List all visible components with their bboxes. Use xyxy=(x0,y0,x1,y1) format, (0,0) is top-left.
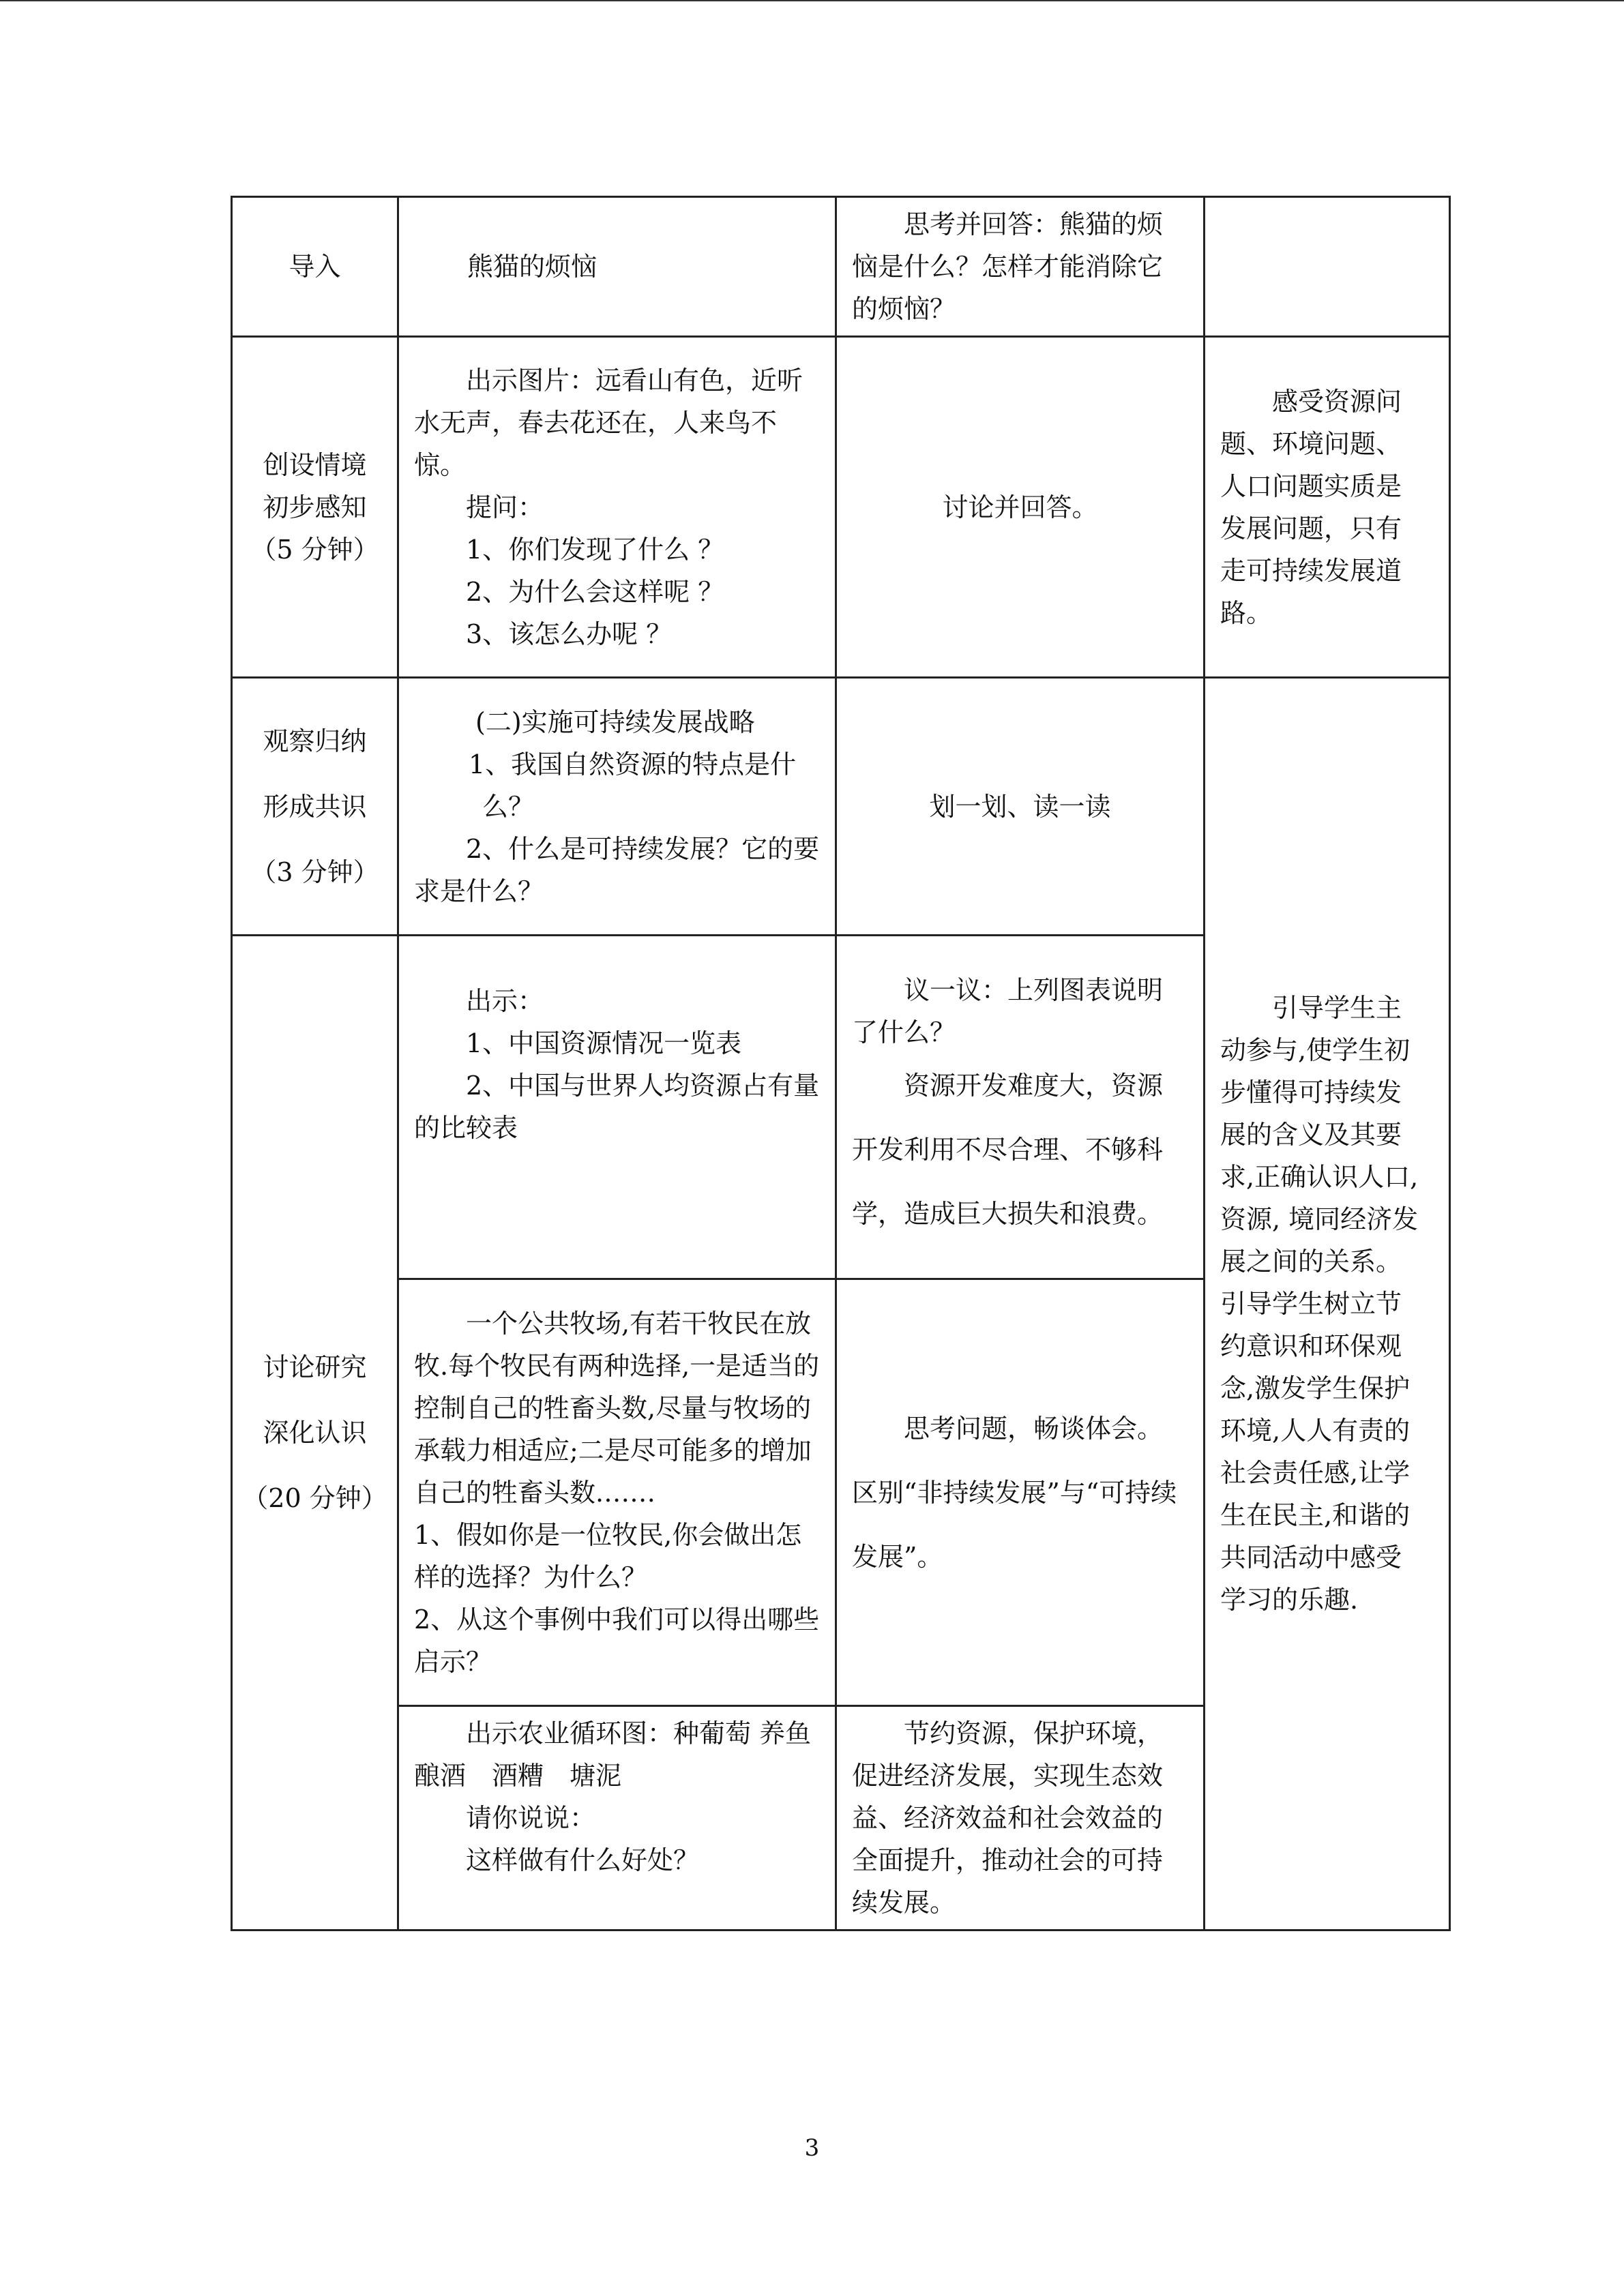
content-paragraph: 一个公共牧场,有若干牧民在放牧.每个牧民有两种选择,一是适当的控制自己的牲畜头数,尽量与牧场的承载力相适应;二是尽可能多的增加自己的牲畜头数.…… xyxy=(414,1308,820,1508)
content-paragraph: 请你说说： xyxy=(466,1803,596,1833)
stage-cell-intro xyxy=(232,197,398,337)
activity-text: 讨论并回答。 xyxy=(942,492,1098,522)
content-question: 1、我国自然资源的特点是什么？ xyxy=(469,749,797,822)
content-question: 1、你们发现了什么 ？ xyxy=(466,534,724,565)
goal-text: 感受资源问题、环境问题、人口问题实质是发展问题，只有走可持续发展道路。 xyxy=(1220,386,1402,628)
lesson-plan-table xyxy=(231,196,1451,1931)
content-question: 3、该怎么办呢 ？ xyxy=(466,618,673,649)
content-paragraph: 这样做有什么好处？ xyxy=(466,1845,700,1875)
activity-cell-intro xyxy=(836,197,1205,337)
content-cell-situation xyxy=(398,337,836,678)
row-intro xyxy=(232,197,1450,337)
row-observe xyxy=(232,678,1450,936)
stage-label-line: 讨论研究 xyxy=(263,1352,367,1382)
goal-cell-intro xyxy=(1205,197,1450,337)
stage-duration: （20 分钟） xyxy=(242,1483,387,1513)
goal-text: 引导学生主动参与,使学生初步懂得可持续发展的含义及其要求,正确认识人口,资源, 境同经济发展之间的关系。引导学生树立节约意识和环保观念,激发学生保护环境,人人有责的社会责任感,让学生在民主,和谐的共同活动中感受学习的乐趣. xyxy=(1220,993,1419,1615)
content-paragraph: 出示图片：远看山有色，近听水无声，春去花还在，人来鸟不惊。 xyxy=(414,365,803,480)
stage-label: 导入 xyxy=(289,252,341,282)
stage-label-line: 观察归纳 xyxy=(263,726,367,756)
content-text: 熊猫的烦恼 xyxy=(467,252,597,282)
goal-cell-discuss xyxy=(1205,678,1450,1930)
content-question: 2、为什么会这样呢 ？ xyxy=(466,576,724,607)
row-situation xyxy=(232,337,1450,678)
content-paragraph: 提问： xyxy=(466,492,544,522)
activity-text: 节约资源，保护环境，促进经济发展，实现生态效益、经济效益和社会效益的全面提升，推动社会的可持续发展。 xyxy=(852,1718,1164,1918)
activity-cell-observe xyxy=(836,678,1205,936)
stage-duration: （5 分钟） xyxy=(250,534,379,565)
activity-cell-discuss-1 xyxy=(836,936,1205,1279)
stage-cell-observe xyxy=(232,678,398,936)
activity-text: 思考并回答：熊猫的烦恼是什么？怎样才能消除它的烦恼？ xyxy=(852,209,1164,324)
content-question: 1、假如你是一位牧民,你会做出怎样的选择？为什么？ xyxy=(414,1519,802,1592)
activity-text: 议一议：上列图表说明了什么？ xyxy=(852,974,1164,1047)
content-cell-intro xyxy=(398,197,836,337)
content-heading: (二)实施可持续发展战略 xyxy=(475,706,755,737)
activity-text: 划一划、读一读 xyxy=(929,791,1111,822)
stage-duration: （3 分钟） xyxy=(250,856,379,887)
content-paragraph: 出示农业循环图：种葡萄 养鱼 酿酒 酒糟 塘泥 xyxy=(414,1718,838,1791)
stage-label-line: 形成共识 xyxy=(263,791,367,822)
page-top-border xyxy=(0,0,1624,1)
stage-cell-discuss xyxy=(232,936,398,1930)
activity-cell-situation xyxy=(836,337,1205,678)
content-item: 2、中国与世界人均资源占有量的比较表 xyxy=(414,1071,820,1143)
stage-label-line: 创设情境 xyxy=(263,449,367,480)
stage-label-line: 初步感知 xyxy=(263,492,367,522)
content-cell-observe xyxy=(398,678,836,936)
content-cell-discuss-2 xyxy=(398,1279,836,1706)
content-question: 2、什么是可持续发展？它的要求是什么？ xyxy=(414,833,820,906)
activity-cell-discuss-3 xyxy=(836,1706,1205,1930)
content-paragraph: 出示： xyxy=(466,986,544,1016)
stage-cell-situation xyxy=(232,337,398,678)
content-question: 2、从这个事例中我们可以得出哪些启示？ xyxy=(414,1604,820,1677)
page-number: 3 xyxy=(804,2134,820,2162)
stage-label-line: 深化认识 xyxy=(263,1418,367,1448)
goal-cell-situation xyxy=(1205,337,1450,678)
content-cell-discuss-3 xyxy=(398,1706,836,1930)
content-item: 1、中国资源情况一览表 xyxy=(466,1028,742,1058)
activity-text: 资源开发难度大，资源开发利用不尽合理、不够科学，造成巨大损失和浪费。 xyxy=(852,1070,1164,1229)
activity-cell-discuss-2 xyxy=(836,1279,1205,1706)
activity-text: 思考问题，畅谈体会。区别“非持续发展”与“可持续发展”。 xyxy=(852,1413,1177,1572)
content-cell-discuss-1 xyxy=(398,936,836,1279)
